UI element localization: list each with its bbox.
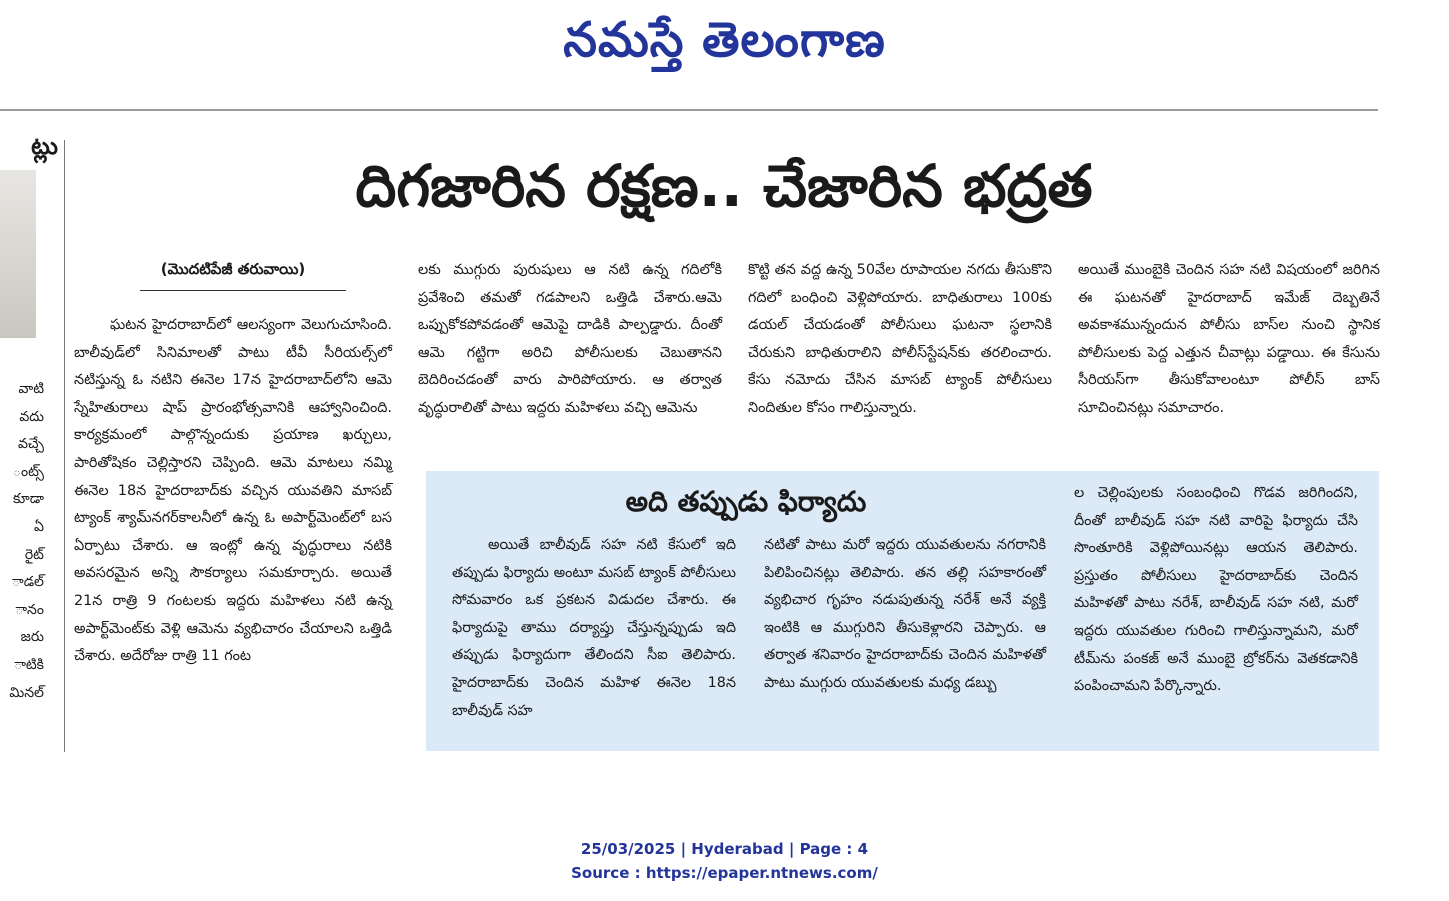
article-paragraph: లకు ముగ్గురు పురుషులు ఆ నటి ఉన్న గదిలోకి ప్రవేశించి తమతో గడపాలని ఒత్తిడి చేశారు.ఆమె ఒప్పుకోకపోవడంతో ఆమెపై దాడికి పాల్పడ్డారు. దీంతో ఆమె గట్టిగా అరిచి పోలీసులకు చెబుతానని బెదిరించడంతో వారు పారిపోయారు. ఆ తర్వాత వృద్ధురాలితో పాటు ఇద్దరు మహిళలు వచ్చి ఆమెను	[418, 262, 722, 416]
adjacent-article-title: ట్లు	[31, 132, 58, 160]
article-column-3	[748, 257, 1052, 423]
sidebar-column-1	[452, 532, 736, 725]
masthead-logo: నమస్తే తెలంగాణ	[563, 12, 886, 68]
fragment-line: జరు	[20, 629, 44, 646]
adjacent-article-photo	[0, 170, 36, 338]
fragment-line: ానం	[15, 601, 44, 618]
article-column-2	[418, 257, 722, 423]
article-column-4	[1078, 257, 1380, 423]
sidebar-paragraph: అయితే బాలీవుడ్ సహ నటి కేసులో ఇది తప్పుడు ఫిర్యాదు అంటూ మసబ్ ట్యాంక్ పోలీసులు సోమవారం ఒక ప్రకటన విడుదల చేశారు. ఈ ఫిర్యాదుపై తాము దర్యాప్తు చేస్తున్నప్పుడు ఇది తప్పుడు ఫిర్యాదుగా తేలిందని సీఐ తెలిపారు. హైదరాబాద్‌కు చెందిన మహిళ ఈనెల 18న బాలీవుడ్ సహ	[452, 537, 736, 719]
fragment-line: వాటి	[18, 381, 44, 397]
fragment-line: ంట్స్	[12, 463, 44, 480]
fragment-line: రైట్	[24, 546, 44, 563]
fragment-line: వదు	[19, 408, 44, 425]
fragment-line: వచ్చే	[17, 436, 44, 453]
fragment-line: ాడల్	[11, 574, 44, 591]
sidebar-box-title: అది తప్పుడు ఫిర్యాదు	[625, 485, 867, 518]
article-paragraph: ఘటన హైదరాబాద్‌లో ఆలస్యంగా వెలుగుచూసింది. బాలీవుడ్‌లో సినిమాలతో పాటు టీవీ సీరియల్స్‌లో నటిస్తున్న ఓ నటిని ఈనెల 17న హైదరాబాద్‌లోని ఆమె స్నేహితురాలు షాప్ ప్రారంభోత్సవానికి ఆహ్వానించింది. కార్యక్రమంలో పాల్గొన్నందుకు ప్రయాణ ఖర్చులు, పారితోషికం చెల్లిస్తారని చెప్పింది. ఆమె మాటలు నమ్మి ఈనెల 18న హైదరాబాద్‌కు వచ్చిన యువతిని మాసబ్ ట్యాంక్ శ్యామ్‌నగర్‌కాలనీలో ఉన్న ఓ అపార్ట్‌మెంట్‌లో బస ఏర్పాటు చేశారు. ఆ ఇంట్లో ఉన్న వృద్ధురాలు నటికి అవసరమైన అన్ని సౌకర్యాలు సమకూర్చారు. అయితే 21న రాత్రి 9 గంటలకు ఇద్దరు మహిళలు నటి ఉన్న అపార్ట్‌మెంట్‌కు వెళ్లి ఆమెను వ్యభిచారం చేయాలని ఒత్తిడి చేశారు. అదేరోజు రాత్రి 11 గంట	[74, 317, 392, 665]
article-paragraph: కొట్టి తన వద్ద ఉన్న 50వేల రూపాయల నగదు తీసుకొని గదిలో బంధించి వెళ్లిపోయారు. బాధితురాలు 100కు డయల్ చేయడంతో పోలీసులు ఘటనా స్థలానికి చేరుకుని బాధితురాలిని పోలీస్‌స్టేషన్‌కు తరలించారు. కేసు నమోదు చేసిన మాసబ్ ట్యాంక్ పోలీసులు నిందితుల కోసం గాలిస్తున్నారు.	[748, 262, 1052, 416]
sidebar-paragraph: నటితో పాటు మరో ఇద్దరు యువతులను నగరానికి పిలిపించినట్లు తెలిపారు. తన తల్లి సహకారంతో వ్యభిచార గృహం నడుపుతున్న నరేశ్ అనే వ్యక్తి ఇంటికి ఆ ముగ్గురిని తీసుకెళ్లారని చెప్పారు. ఆ తర్వాత శనివారం హైదరాబాద్‌కు చెందిన మహిళతో పాటు ముగ్గురు యువతులకు మధ్య డబ్బు	[764, 537, 1046, 691]
footer-edition-info: 25/03/2025 | Hyderabad | Page : 4	[580, 840, 869, 858]
sidebar-paragraph: ల చెల్లింపులకు సంబంధించి గొడవ జరిగిందని, దీంతో బాలీవుడ్ సహ నటి వారిపై ఫిర్యాదు చేసి సొంతూరికి వెళ్లిపోయినట్లు ఆయన తెలిపారు. ప్రస్తుతం పోలీసులు హైదరాబాద్‌కు చెందిన మహిళతో పాటు నరేశ్, బాలీవుడ్ సహ నటి, మరో ఇద్దరు యువతుల గురించి గాలిస్తున్నామని, మరో టీమ్‌ను పంకజ్ అనే ముంబై బ్రోకర్‌ను వెతకడానికి పంపించామని పేర్కొన్నారు.	[1074, 485, 1358, 695]
fragment-line: మినల్	[9, 684, 44, 701]
continued-label: (మొదటిపేజీ తరువాయి)	[160, 260, 306, 278]
article-column-1	[74, 312, 392, 671]
fragment-line: ాటికి	[14, 656, 44, 673]
sidebar-column-2	[764, 532, 1046, 698]
column-divider	[64, 140, 65, 752]
sidebar-column-3	[1074, 480, 1358, 701]
adjacent-article-text	[0, 376, 62, 707]
continued-underline	[140, 290, 346, 291]
page-footer	[0, 837, 1449, 885]
fragment-line: ఏ	[34, 518, 44, 535]
article-paragraph: అయితే ముంబైకి చెందిన సహ నటి విషయంలో జరిగిన ఈ ఘటనతో హైదరాబాద్ ఇమేజ్ దెబ్బతినే అవకాశమున్నందున పోలీసు బాస్‌ల నుంచి స్థానిక పోలీసులకు పెద్ద ఎత్తున చీవాట్లు పడ్డాయి. ఈ కేసును సీరియస్‌గా తీసుకోవాలంటూ పోలీస్ బాస్ సూచించినట్లు సమాచారం.	[1078, 262, 1380, 416]
article-headline: దిగజారిన రక్షణ.. చేజారిన భద్రత	[355, 152, 1093, 220]
adjacent-article-fragment	[0, 120, 62, 707]
masthead-divider	[0, 109, 1378, 111]
footer-source-link[interactable]: Source : https://epaper.ntnews.com/	[571, 864, 878, 882]
fragment-line: కూడా	[13, 491, 44, 508]
